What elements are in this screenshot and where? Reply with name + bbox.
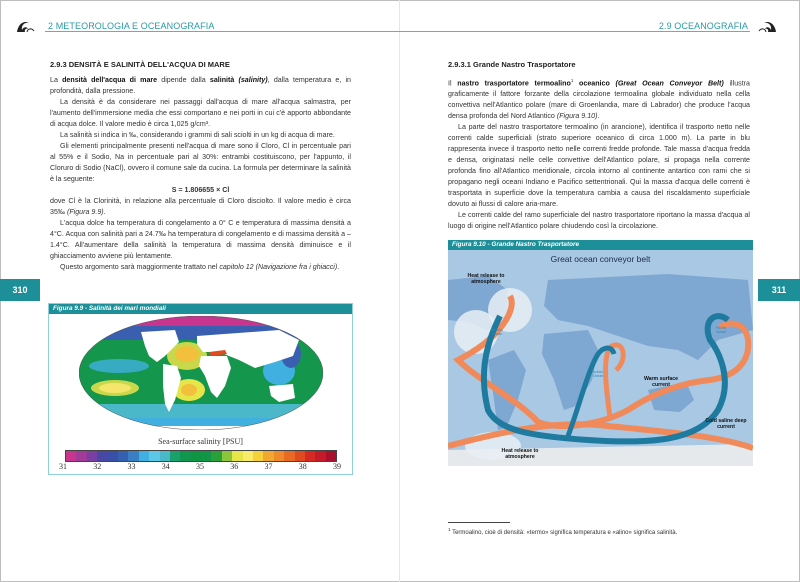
text: . [103,208,106,216]
colorbar-tick-label: 35 [196,462,204,471]
colorbar-swatch [191,451,201,461]
label-pacific-ocean: Pacific Ocean [715,326,727,335]
salinity-world-map [79,316,323,430]
right-page [400,0,800,582]
figure-title: Great ocean conveyor belt [550,254,651,264]
figure-conveyor-belt [448,240,753,466]
figure-salinity [48,303,353,475]
colorbar-swatch [295,451,305,461]
bold-text: nastro trasportatore termoalino [457,79,571,88]
section-title: 2.9.3.1 Grande Nastro Trasportatore [448,60,576,69]
body-text [448,75,750,232]
figure-reference: (Figura 9.10) [556,112,598,121]
text: . [597,112,600,121]
figure-caption: Figura 9.10 - Grande Nastro Trasportatore [448,240,753,250]
colorbar-swatch [263,451,273,461]
italic-text: (salinity) [234,76,268,84]
footnote-marker[interactable]: 1 [570,78,574,83]
colorbar-tick-label: 34 [161,462,170,471]
wave-icon [758,18,778,34]
chapter-reference: capitolo 12 (Navigazione fra i ghiacci) [219,263,338,271]
paragraph: L'acqua dolce ha temperatura di congelamento a 0° C e temperatura di massima densità a 4°C. Acqua con salinità pari a 24.7‰ ha temperatura di congelamento e di massima densità a –1.4°C. All'aumentare della salinità la temperatura di massima densità diminuisce e il ghiacciamento avviene più lentamente. [50,219,351,260]
chapter-header: 2 METEOROLOGIA E OCEANOGRAFIA [48,21,215,31]
colorbar-swatch [160,451,170,461]
salinity-colorbar [65,450,337,462]
paragraph: La densità è da considerare nei passaggi dall'acqua di mare all'acqua salmastra, per l'aumento dell'immersione media che essi comportano e nei porti in cui c'è apporto abbondante di acqua dolce. Il valore medio è circa 1,025 g/cm³. [50,98,351,128]
colorbar-tick-label: 36 [230,462,239,471]
label-indian-ocean: Indian Ocean [592,370,604,379]
header-rule [45,31,400,32]
footnote [448,527,677,536]
text: illustra graficamente il fattore forzante della circolazione termoalina globale individuato nella cella convettiva nell'Atlantico polare (mare di Groenlandia, mare di Labrador) che produce l'acqua densa profonda del Nord Atlantico [448,79,750,121]
paragraph: La salinità si indica in ‰, considerando i grammi di sali sciolti in un kg di acqua di mare. [60,131,335,139]
paragraph: Gli elementi principalmente presenti nell'acqua di mare sono il Cloro, Cl in percentuale pari al 55% e il Sodio, Na in percentuale pari al 30%: entrambi costituiscono, per l'appunto, il Cloruro di Sodio (NaCl), ovvero il comune sale da cucina. La formula per determinare la salinità è la seguente: [50,142,351,183]
body-text [50,75,351,273]
italic-text: (Great Ocean Conveyor Belt) [609,79,724,88]
colorbar-swatch [118,451,128,461]
paragraph: Le correnti calde del ramo superficiale del nastro trasportatore riportano la massa d'acqua al luogo di origine nell'Atlantico polare chiudendo così la circolazione. [448,211,750,231]
colorbar-swatch [139,451,149,461]
label-warm-surface-current: Warm surface current [643,376,679,388]
colorbar-swatch [201,451,211,461]
colorbar-tick-label: 39 [333,462,341,471]
paragraph: La parte del nastro trasportatore termoalino (in arancione), identifica il trasporto netto nelle correnti calde superficiali (strato superiore oceanico di circa 1.000 m). La parte in blu rappresenta invece il trasporto netto nelle correnti fredde profonde. Tale massa d'acqua fredda e densa, originatasi nelle celle convettive dell'Atlantico polare, si propaga nella corrente profonda fino all'Atlantico meridionale, circola intorno al continente antartico con rami che si propagano negli oceani Indiano e Pacifico settentrionali. Qui la massa d'acqua delle correnti è trasportata in superficie dove la temperatura cambia a causa del riscaldamento superficiale dovuto ai flussi di calore aria-mare. [448,123,750,209]
wave-icon [15,18,35,34]
colorbar-tick-label: 31 [59,462,67,471]
chapter-header: 2.9 OCEANOGRAFIA [658,21,748,31]
footnote-text: Termoalino, cioè di densità: «termo» significa temperatura e «alino» significa salinità. [452,530,678,536]
colorbar-ticks [59,462,341,471]
colorbar-title: Sea-surface salinity [PSU] [158,437,243,446]
section-title: 2.9.3 DENSITÀ E SALINITÀ DELL'ACQUA DI MARE [50,60,230,69]
figure-reference: (Figura 9.9) [66,208,104,216]
colorbar-swatch [243,451,253,461]
colorbar-swatch [326,451,336,461]
paragraph [448,75,750,122]
bold-text: oceanico [573,79,610,88]
colorbar-tick-label: 37 [264,462,273,471]
colorbar-tick-label: 33 [127,462,136,471]
footnote-number: 1 [448,527,451,532]
salinity-formula: S = 1.806655 × Cl [171,186,230,194]
page-number: 311 [758,279,800,301]
colorbar-swatch [315,451,325,461]
page-number: 310 [0,279,40,301]
text: , dalla temperatura e, in profondità, dalla pressione. [50,76,352,95]
text: Il [448,79,458,88]
colorbar-swatch [211,451,221,461]
colorbar-swatch [170,451,180,461]
figure-caption: Figura 9.9 - Salinità dei mari mondiali [49,304,352,314]
colorbar-swatch [66,451,76,461]
label-heat-release-top: Heat release to atmosphere [467,273,505,285]
label-cold-deep-current: Cold saline deep current [705,418,747,430]
paragraph [50,196,351,218]
colorbar-tick-label: 32 [93,462,102,471]
bold-text: salinità [209,76,235,84]
colorbar-swatch [222,451,232,461]
header-rule [400,31,750,32]
colorbar-swatch [149,451,159,461]
colorbar-swatch [128,451,138,461]
text: dove Cl è la Clorinità, in relazione alla percentuale di Cloro disciolto. Il valore medio è circa 35‰ [50,197,351,216]
colorbar-swatch [97,451,107,461]
paragraph [50,262,351,273]
colorbar-swatch [108,451,118,461]
text: La [50,76,63,84]
text: dipende dalla [157,76,210,84]
colorbar-swatch [180,451,190,461]
colorbar-swatch [232,451,242,461]
paragraph [50,75,351,97]
colorbar-swatch [76,451,86,461]
colorbar-swatch [253,451,263,461]
colorbar-swatch [274,451,284,461]
bold-text: densità dell'acqua di mare [62,76,158,84]
text: Questo argomento sarà maggiormente trattato nel [60,263,220,271]
text: . [337,263,340,271]
colorbar-swatch [284,451,294,461]
colorbar-tick-label: 38 [298,462,307,471]
label-heat-release-bottom: Heat release to atmosphere [501,448,539,460]
label-atlantic-ocean: Atlantic Ocean [491,328,503,337]
colorbar-swatch [87,451,97,461]
footnote-rule [448,522,510,523]
colorbar-swatch [305,451,315,461]
